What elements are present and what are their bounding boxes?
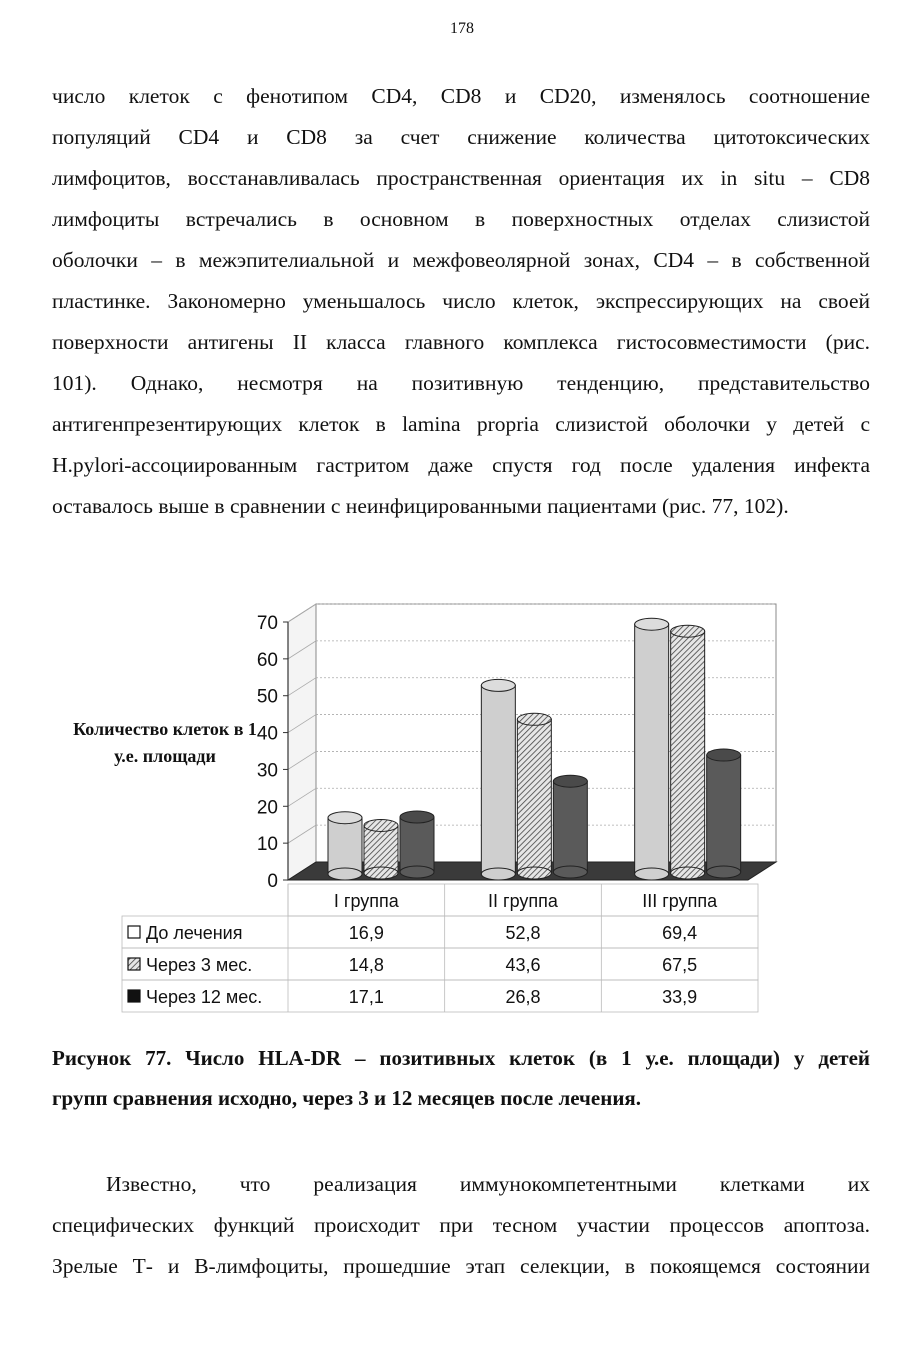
legend-series-name: До лечения <box>146 923 243 943</box>
y-tick-label: 60 <box>256 649 278 671</box>
legend-key <box>128 926 140 938</box>
bar-top <box>364 819 398 831</box>
caption-line: Рисунок 77. Число HLA-DR – позитивных клеток (в 1 у.е. площади) у детей <box>52 1046 870 1070</box>
bar-top <box>481 679 515 691</box>
text-line: пластинке. Закономерно уменьшалось число клеток, экспрессирующих на своей <box>52 289 870 313</box>
bar <box>553 775 587 878</box>
data-label: 67,5 <box>662 955 698 975</box>
bar-base <box>328 868 362 880</box>
bar-base <box>481 868 515 880</box>
data-label: 14,8 <box>348 955 384 975</box>
text-line: лимфоциты встречались в основном в поверхностных отделах слизистой <box>52 207 870 231</box>
text-line: поверхности антигены II класса главного комплекса гистосовместимости (рис. <box>52 330 870 354</box>
y-tick-label: 30 <box>256 760 278 782</box>
bar-body <box>517 719 551 873</box>
bar-base <box>635 868 669 880</box>
bar <box>364 819 398 879</box>
bar-body <box>671 631 705 873</box>
bar-top <box>328 812 362 824</box>
bar <box>400 811 434 878</box>
bar <box>481 679 515 880</box>
bar-chart <box>60 598 820 1028</box>
bar <box>707 749 741 878</box>
bar-base <box>553 866 587 878</box>
bar-body <box>635 624 669 874</box>
bar-body <box>553 781 587 872</box>
side-wall <box>288 604 316 880</box>
bar <box>671 625 705 879</box>
text-line: Известно, что реализация иммунокомпетентными клетками их <box>106 1172 870 1196</box>
bar-top <box>707 749 741 761</box>
bar-body <box>400 817 434 872</box>
text-line: популяций CD4 и CD8 за счет снижение количества цитотоксических <box>52 125 870 149</box>
legend-series-name: Через 3 мес. <box>146 955 253 975</box>
figure-caption <box>52 1038 870 1118</box>
bar-base <box>364 867 398 879</box>
bar-top <box>517 713 551 725</box>
bar-base <box>707 866 741 878</box>
text-line: число клеток с фенотипом CD4, CD8 и CD20, изменялось соотношение <box>52 84 870 108</box>
legend-key <box>128 990 140 1002</box>
paragraph-2 <box>52 1164 870 1287</box>
caption-line: групп сравнения исходно, через 3 и 12 месяцев после лечения. <box>52 1086 642 1110</box>
text-line: 101). Однако, несмотря на позитивную тенденцию, представительство <box>52 371 870 395</box>
bar <box>517 713 551 879</box>
text-line: Зрелые Т- и В-лимфоциты, прошедшие этап селекции, в покоящемся состоянии <box>52 1254 870 1278</box>
y-tick-label: 50 <box>256 686 278 708</box>
y-tick-label: 40 <box>256 723 278 745</box>
y-tick-label: 20 <box>256 797 278 819</box>
data-label: 69,4 <box>662 923 698 943</box>
text-line: оставалось выше в сравнении с неинфицированными пациентами (рис. 77, 102). <box>52 494 789 518</box>
text-line: H.pylori-ассоциированным гастритом даже спустя год после удаления инфекта <box>52 453 870 477</box>
text-line: специфических функций происходит при тесном участии процессов апоптоза. <box>52 1213 870 1237</box>
data-label: 17,1 <box>348 987 384 1007</box>
legend-key <box>128 958 140 970</box>
bar-body <box>328 818 362 874</box>
bar-base <box>671 867 705 879</box>
y-tick-label: 10 <box>256 834 278 856</box>
bar-base <box>400 866 434 878</box>
x-category-label: I группа <box>333 891 399 911</box>
bar <box>635 618 669 880</box>
y-axis-label: Количество клеток в 1 у.е. площади <box>73 719 257 766</box>
data-label: 43,6 <box>505 955 541 975</box>
bar-top <box>400 811 434 823</box>
bar <box>328 812 362 880</box>
bar-top <box>553 775 587 787</box>
text-line: лимфоцитов, восстанавливалась пространственная ориентация их in situ – CD8 <box>52 166 870 190</box>
bar-body <box>481 685 515 874</box>
figure-77-chart <box>60 598 820 1028</box>
text-line: оболочки – в межэпителиальной и межфовеолярной зонах, CD4 – в собственной <box>52 248 870 272</box>
data-label: 26,8 <box>505 987 541 1007</box>
x-category-label: II группа <box>488 891 558 911</box>
bar-base <box>517 867 551 879</box>
page-number: 178 <box>450 20 474 37</box>
data-label: 16,9 <box>348 923 384 943</box>
bar-top <box>671 625 705 637</box>
data-label: 52,8 <box>505 923 541 943</box>
data-label: 33,9 <box>662 987 698 1007</box>
x-category-label: III группа <box>642 891 718 911</box>
paragraph-1 <box>52 76 870 527</box>
bar-top <box>635 618 669 630</box>
text-line: антигенпрезентирующих клеток в lamina propria слизистой оболочки у детей с <box>52 412 870 436</box>
legend-series-name: Через 12 мес. <box>146 987 263 1007</box>
bar-body <box>364 825 398 873</box>
y-tick-label: 70 <box>256 613 278 634</box>
y-tick-label: 0 <box>267 871 278 892</box>
bar-body <box>707 755 741 872</box>
